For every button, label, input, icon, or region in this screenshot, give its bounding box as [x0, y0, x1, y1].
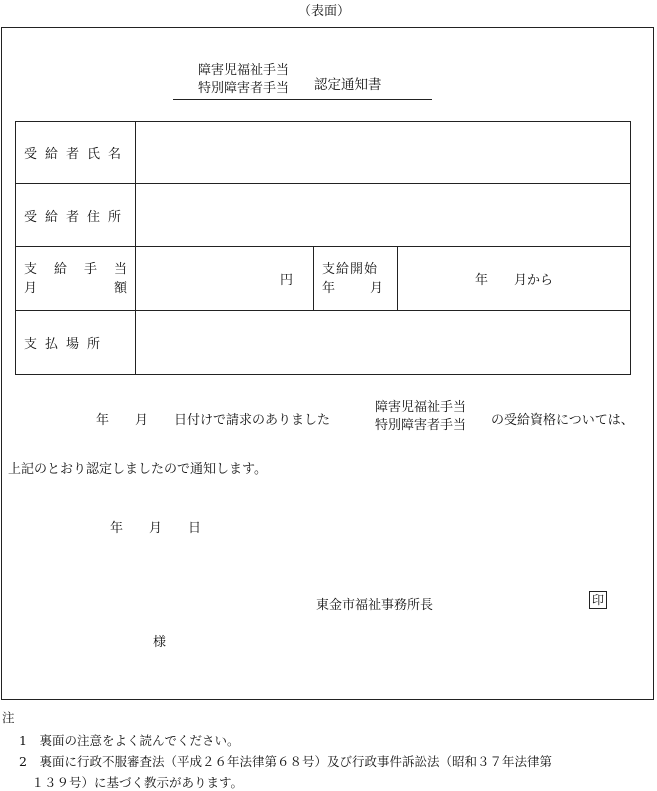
body-line2: 上記のとおり認定しましたので通知します。	[8, 462, 267, 477]
start-month-value: 年 月から	[398, 247, 631, 311]
yen-unit: 円	[279, 273, 293, 288]
recipient-name-label: 受給者氏名	[16, 122, 136, 184]
seal-mark: 印	[589, 591, 607, 609]
title-underline	[173, 99, 432, 100]
note-item-1: 1 裏面の注意をよく読んでください。	[19, 733, 240, 748]
payment-place-label: 支払場所	[16, 311, 136, 375]
body-suffix: の受給資格については、	[491, 413, 634, 428]
body-allowance-names	[375, 399, 466, 435]
monthly-amount-value	[136, 247, 314, 311]
table-row	[16, 247, 631, 311]
recipient-suffix: 様	[153, 635, 167, 650]
title-suffix: 認定通知書	[314, 77, 382, 93]
table-row	[16, 184, 631, 247]
issue-date: 年 月 日	[110, 521, 202, 536]
note-item-3: １３９号）に基づく教示があります。	[19, 775, 244, 790]
side-label: （表面）	[298, 4, 351, 19]
monthly-amount-label-top: 支 給 手 当	[24, 261, 127, 277]
monthly-amount-label	[16, 247, 136, 311]
info-table	[15, 121, 631, 375]
issuer-name: 東金市福祉事務所長	[316, 598, 434, 613]
recipient-address-value	[136, 184, 631, 247]
start-month-label	[314, 247, 398, 311]
title-allowance-names	[198, 62, 289, 98]
table-row	[16, 311, 631, 375]
body-allowance-1: 障害児福祉手当	[375, 400, 467, 415]
note-item-2: 2 裏面に行政不服審査法（平成２６年法律第６８号）及び行政事件訴訟法（昭和３７年法律第	[19, 754, 552, 769]
recipient-name-value	[136, 122, 631, 184]
body-date-prefix: 年 月 日付けで請求のありました	[96, 413, 331, 428]
monthly-amount-label-bottom: 月 額	[24, 280, 127, 296]
recipient-address-label: 受給者住所	[16, 184, 136, 247]
title-allowance-1: 障害児福祉手当	[198, 63, 290, 78]
notes-heading: 注	[2, 710, 15, 725]
body-allowance-2: 特別障害者手当	[375, 418, 467, 433]
start-month-label-bottom: 年 月	[322, 280, 383, 296]
payment-place-value	[136, 311, 631, 375]
table-row	[16, 122, 631, 184]
start-month-label-top: 支給開始	[322, 261, 379, 277]
title-allowance-2: 特別障害者手当	[198, 81, 290, 96]
